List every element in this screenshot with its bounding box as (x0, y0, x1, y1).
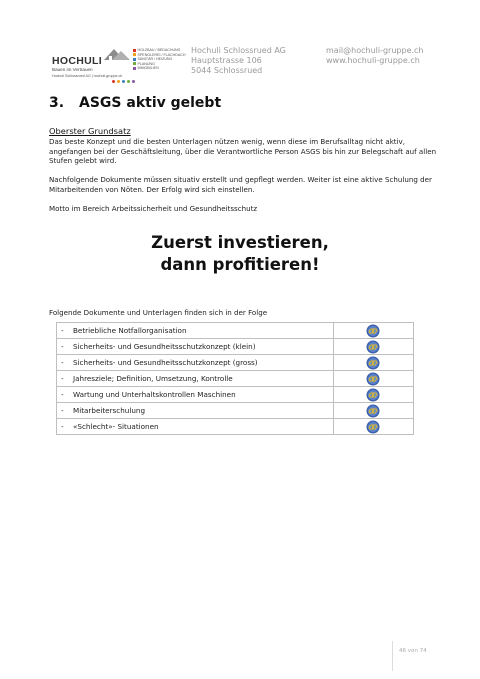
table-row (57, 355, 414, 371)
logo-dot (132, 80, 135, 83)
document-name: Sicherheits- und Gesundheitsschutzkonzept (gross) (73, 358, 258, 367)
address-line: Hauptstrasse 106 (191, 56, 262, 65)
logo-brand: HOCHULI (52, 55, 102, 67)
subheading: Oberster Grundsatz (49, 126, 131, 136)
document-link-cell[interactable] (333, 419, 413, 435)
section-title: ASGS aktiv gelebt (79, 95, 222, 111)
document-link-cell[interactable] (333, 355, 413, 371)
documents-table (56, 322, 414, 435)
chain-link-icon[interactable] (366, 324, 380, 338)
motto-line: Zuerst investieren, (151, 233, 329, 252)
table-intro: Folgende Dokumente und Unterlagen finden sich in der Folge (49, 308, 268, 317)
logo-tagline: Bauen im Vertrauen (52, 67, 93, 72)
logo-service: SANITÄR / HEIZUNG (133, 57, 185, 62)
table-row (57, 403, 414, 419)
list-bullet: - (61, 422, 64, 431)
logo-dot (112, 80, 115, 83)
list-bullet: - (61, 326, 64, 335)
document-link-cell[interactable] (333, 387, 413, 403)
document-name: Betriebliche Notfallorganisation (73, 326, 187, 335)
paragraph-documents: Nachfolgende Dokumente müssen situativ erstellt und gepflegt werden. Weiter ist eine aktive Schulung der Mitarbeitenden von Nöten. Der Erfolg wird sich einstellen. (49, 175, 432, 194)
document-label-cell (57, 339, 334, 355)
list-bullet: - (61, 374, 64, 383)
page-number: 46 von 74 (399, 648, 427, 654)
chain-link-icon[interactable] (366, 404, 380, 418)
logo-dot (117, 80, 120, 83)
document-link-cell[interactable] (333, 371, 413, 387)
list-bullet: - (61, 358, 64, 367)
document-link-cell[interactable] (333, 403, 413, 419)
logo-dot (127, 80, 130, 83)
paragraph-principle: Das beste Konzept und die besten Unterlagen nützen wenig, wenn diese im Berufsalltag nicht aktiv, angefangen bei der Geschäftsleitung, über die Verantwortliche Person ASGS bis hin zur Belegschaft auf allen Stufen gelebt wird. (49, 137, 437, 166)
document-label-cell (57, 371, 334, 387)
logo-dot (122, 80, 125, 83)
table-row (57, 387, 414, 403)
document-link-cell[interactable] (333, 323, 413, 339)
table-row (57, 371, 414, 387)
list-bullet: - (61, 406, 64, 415)
table-row (57, 419, 414, 435)
document-name: «Schlecht»- Situationen (73, 422, 159, 431)
logo-services (133, 48, 185, 71)
house-roof-icon (102, 46, 132, 62)
section-number: 3. (49, 95, 65, 111)
document-name: Sicherheits- und Gesundheitsschutzkonzept (klein) (73, 342, 256, 351)
logo-service: PLANUNG (133, 62, 185, 67)
paragraph-motto-intro: Motto im Bereich Arbeitssicherheit und Gesundheitsschutz (49, 204, 258, 213)
document-label-cell (57, 387, 334, 403)
chain-link-icon[interactable] (366, 340, 380, 354)
footer-divider (392, 641, 393, 671)
list-bullet: - (61, 390, 64, 399)
document-label-cell (57, 355, 334, 371)
list-bullet: - (61, 342, 64, 351)
logo-service: IMMOBILIEN (133, 66, 185, 71)
chain-link-icon[interactable] (366, 372, 380, 386)
document-name: Wartung und Unterhaltskontrollen Maschinen (73, 390, 236, 399)
company-contact (326, 46, 424, 66)
company-logo (52, 44, 184, 80)
logo-service: HOLZBAU / BEDACHUNG (133, 48, 185, 53)
document-label-cell (57, 403, 334, 419)
chain-link-icon[interactable] (366, 388, 380, 402)
logo-service: SPENGLEREI / FLACHDACH (133, 53, 185, 58)
address-line: 5044 Schlossrued (191, 66, 263, 75)
address-line: Hochuli Schlossrued AG (191, 46, 286, 55)
document-label-cell (57, 323, 334, 339)
table-row (57, 323, 414, 339)
document-name: Jahresziele; Definition, Umsetzung, Kontrolle (73, 374, 233, 383)
motto (0, 232, 480, 276)
table-row (57, 339, 414, 355)
contact-email[interactable]: mail@hochuli-gruppe.ch (326, 46, 424, 55)
section-heading (49, 95, 221, 111)
company-address (191, 46, 286, 76)
contact-website[interactable]: www.hochuli-gruppe.ch (326, 56, 420, 65)
motto-line: dann profitieren! (160, 255, 320, 274)
document-name: Mitarbeiterschulung (73, 406, 146, 415)
document-label-cell (57, 419, 334, 435)
chain-link-icon[interactable] (366, 356, 380, 370)
logo-subline: Hochuli Schlossrued AG | hochuli-gruppe.ch (52, 74, 123, 78)
document-link-cell[interactable] (333, 339, 413, 355)
chain-link-icon[interactable] (366, 420, 380, 434)
